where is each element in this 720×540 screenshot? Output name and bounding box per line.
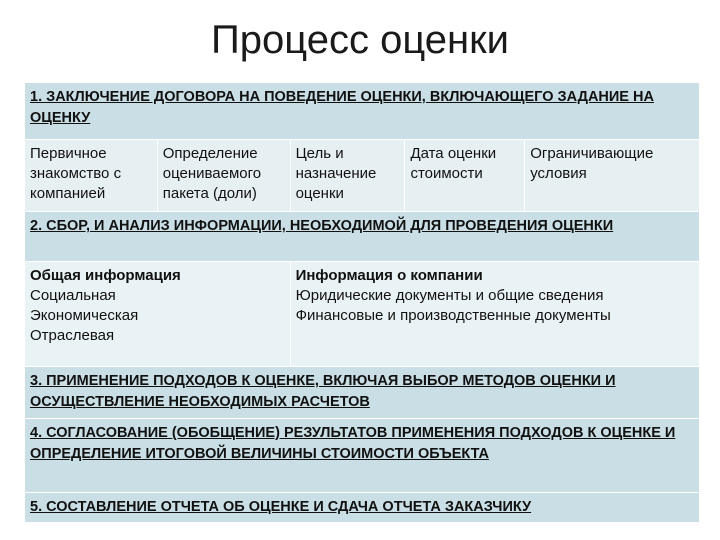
step1-item-acquaintance [25, 140, 158, 212]
step5-header: 5. СОСТАВЛЕНИЕ ОТЧЕТА ОБ ОЦЕНКЕ И СДАЧА ОТЧЕТА ЗАКАЗЧИКУ [25, 493, 700, 523]
company-info-line: Финансовые и производственные документы [295, 307, 611, 324]
step1-item-package [157, 140, 290, 212]
step2-items-row [25, 262, 700, 367]
step1-item-purpose [290, 140, 405, 212]
step5-header-row [25, 493, 700, 523]
step1-item-line: компанией [30, 185, 106, 202]
company-info-title: Информация о компании [295, 267, 483, 284]
step1-item-limits [525, 140, 700, 212]
step4-header-row [25, 419, 700, 493]
step2-general-info [25, 262, 291, 367]
step1-item-line: стоимости [410, 165, 483, 182]
step4-header: 4. СОГЛАСОВАНИЕ (ОБОБЩЕНИЕ) РЕЗУЛЬТАТОВ ПРИМЕНЕНИЯ ПОДХОДОВ К ОЦЕНКЕ И ОПРЕДЕЛЕНИЕ ИТОГОВОЙ ВЕЛИЧИНЫ СТОИМОСТИ ОБЪЕКТА [25, 419, 700, 493]
step1-item-line: Дата оценки [410, 145, 497, 162]
step1-item-line: пакета (доли) [162, 185, 257, 202]
step1-item-line: Первичное [30, 145, 107, 162]
step2-company-info [290, 262, 699, 367]
step1-item-line: Определение [162, 145, 258, 162]
page-title: Процесс оценки [211, 18, 509, 62]
step1-header-row [25, 83, 700, 140]
step2-header: 2. СБОР, И АНАЛИЗ ИНФОРМАЦИИ, НЕОБХОДИМОЙ ДЛЯ ПРОВЕДЕНИЯ ОЦЕНКИ [25, 212, 700, 262]
general-info-title: Общая информация [30, 267, 181, 284]
step2-header-row [25, 212, 700, 262]
step1-item-line: знакомство с [30, 165, 122, 182]
step1-header: 1. ЗАКЛЮЧЕНИЕ ДОГОВОРА НА ПОВЕДЕНИЕ ОЦЕНКИ, ВКЛЮЧАЮЩЕГО ЗАДАНИЕ НА ОЦЕНКУ [25, 83, 700, 140]
general-info-line: Экономическая [30, 307, 139, 324]
step1-item-line: оценки [295, 185, 344, 202]
step1-item-line: Ограничивающие [530, 145, 654, 162]
step1-item-line: Цель и [295, 145, 344, 162]
step1-item-line: оцениваемого [162, 165, 262, 182]
company-info-line: Юридические документы и общие сведения [295, 287, 604, 304]
step1-items-row [25, 140, 700, 212]
general-info-line: Социальная [30, 287, 116, 304]
step3-header: 3. ПРИМЕНЕНИЕ ПОДХОДОВ К ОЦЕНКЕ, ВКЛЮЧАЯ ВЫБОР МЕТОДОВ ОЦЕНКИ И ОСУЩЕСТВЛЕНИЕ НЕОБХОДИМЫХ РАСЧЕТОВ [25, 367, 700, 419]
general-info-line: Отраслевая [30, 327, 115, 344]
step1-item-date [405, 140, 525, 212]
step1-item-line: назначение [295, 165, 377, 182]
process-table [24, 82, 700, 523]
step3-header-row [25, 367, 700, 419]
step1-item-line: условия [530, 165, 587, 182]
